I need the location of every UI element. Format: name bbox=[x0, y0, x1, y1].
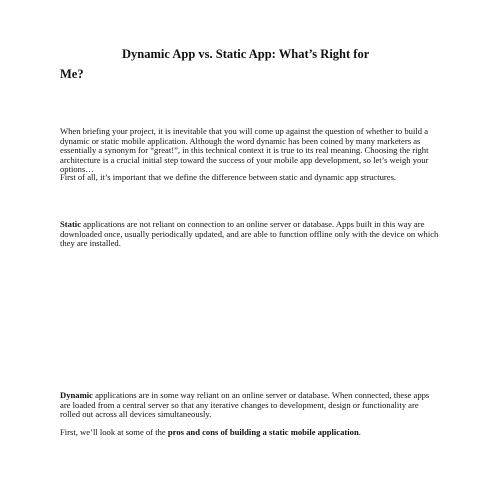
closing-paragraph bbox=[60, 428, 440, 438]
closing-start: First, we’ll look at some of the bbox=[60, 427, 168, 437]
static-description: applications are not reliant on connection to an online server or database. Apps built in this way are downloaded once, usually periodically updated, and are able to function offline only with the device on which they are installed. bbox=[60, 219, 439, 249]
title-line-2: Me? bbox=[60, 67, 84, 81]
static-paragraph bbox=[60, 220, 440, 249]
closing-bold: pros and cons of building a static mobile application bbox=[167, 427, 359, 437]
document-title bbox=[60, 44, 440, 84]
dynamic-description: applications are in some way reliant on an online server or database. When connected, these apps are loaded from a central server so that any iterative changes to development, design or functionality are rolled out across all devices simultaneously. bbox=[60, 390, 430, 420]
intro-paragraph: When briefing your project, it is inevitable that you will come up against the question of whether to build a dynamic or static mobile application. Although the word dynamic has been coined by many marketers as essentially a synonym for “great!”, in this technical context it is true to its real meaning. Choosing the right architecture is a crucial initial step toward the success of your mobile app development, so let’s weigh your options… bbox=[60, 126, 429, 175]
title-line-1: Dynamic App vs. Static App: What’s Right for bbox=[122, 47, 370, 61]
definition-paragraph: First of all, it’s important that we define the difference between static and dynamic app structures. bbox=[60, 172, 397, 182]
closing-end: . bbox=[358, 427, 361, 437]
static-term: Static bbox=[60, 219, 82, 229]
dynamic-term: Dynamic bbox=[60, 390, 93, 400]
dynamic-paragraph bbox=[60, 391, 440, 420]
